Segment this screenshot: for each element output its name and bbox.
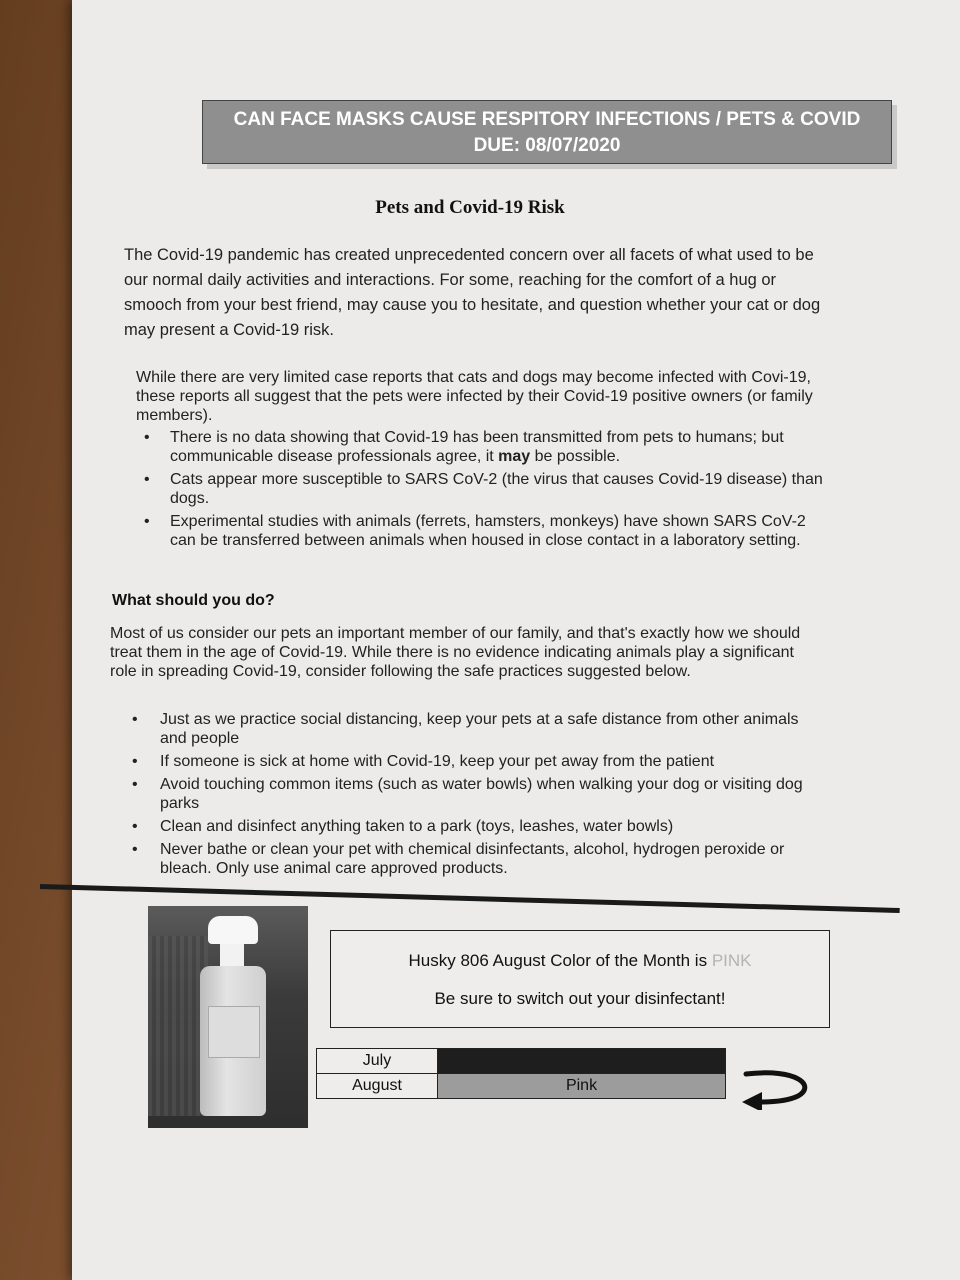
case-reports-paragraph: While there are very limited case reports that cats and dogs may become infected with Covi-19, these reports all suggest that the pets were infected by their Covid-19 positive owners (or family members). — [136, 369, 813, 424]
bullet: • — [144, 513, 150, 530]
bullet: • — [144, 471, 150, 488]
safe-practices-list — [126, 710, 826, 882]
list-item: • If someone is sick at home with Covid-19, keep your pet away from the patient — [132, 753, 715, 770]
switch-reminder: Be sure to switch out your disinfectant! — [434, 989, 726, 1008]
facts-list — [140, 428, 830, 554]
list-item: • Cats appear more susceptible to SARS CoV-2 (the virus that causes Covid-19 disease) than dogs. — [144, 471, 823, 507]
month-cell: July — [317, 1049, 438, 1074]
list-item: • Just as we practice social distancing, keep your pets at a safe distance from other animals and people — [132, 711, 799, 747]
spray-bottle-photo — [148, 906, 308, 1128]
list-item: • Never bathe or clean your pet with chemical disinfectants, alcohol, hydrogen peroxide or bleach. Only use animal care approved products. — [132, 841, 785, 877]
month-cell: August — [317, 1074, 438, 1099]
color-of-month-text: Husky 806 August Color of the Month is — [408, 951, 712, 970]
what-to-do-paragraph: Most of us consider our pets an important member of our family, and that's exactly how we should treat them in the age of Covid-19. While there is no evidence indicating animals play a significant role in spreading Covid-19, consider following the safe practices suggested below. — [110, 625, 801, 680]
bullet: • — [144, 429, 150, 446]
article-title: Pets and Covid-19 Risk — [375, 197, 565, 218]
color-swatch-cell — [438, 1049, 726, 1074]
color-of-month-box — [330, 930, 830, 1028]
header-title: CAN FACE MASKS CAUSE RESPITORY INFECTIONS / PETS & COVID — [233, 109, 861, 130]
list-item: • There is no data showing that Covid-19 has been transmitted from pets to humans; but communicable disease professionals agree, it may be possible. — [144, 429, 784, 465]
curved-return-arrow-icon — [738, 1066, 814, 1110]
section-heading: What should you do? — [112, 592, 275, 609]
assignment-header — [202, 100, 892, 164]
month-color-table — [316, 1048, 726, 1099]
list-item: • Experimental studies with animals (ferrets, hamsters, monkeys) have shown SARS CoV-2 can be transferred between animals when housed in close contact in a laboratory setting. — [144, 513, 806, 549]
list-item: • Avoid touching common items (such as water bowls) when walking your dog or visiting dog parks — [132, 776, 803, 812]
table-row — [317, 1074, 726, 1099]
intro-paragraph: The Covid-19 pandemic has created unprecedented concern over all facets of what used to be our normal daily activities and interactions. For some, reaching for the comfort of a hug or smooch from your best friend, may cause you to hesitate, and question whether your cat or dog may present a Covid-19 risk. — [124, 246, 821, 339]
table-row — [317, 1049, 726, 1074]
header-due-date: DUE: 08/07/2020 — [473, 135, 621, 156]
color-word: PINK — [711, 951, 752, 970]
list-item: • Clean and disinfect anything taken to a park (toys, leashes, water bowls) — [132, 818, 674, 835]
color-swatch-cell: Pink — [438, 1074, 726, 1099]
